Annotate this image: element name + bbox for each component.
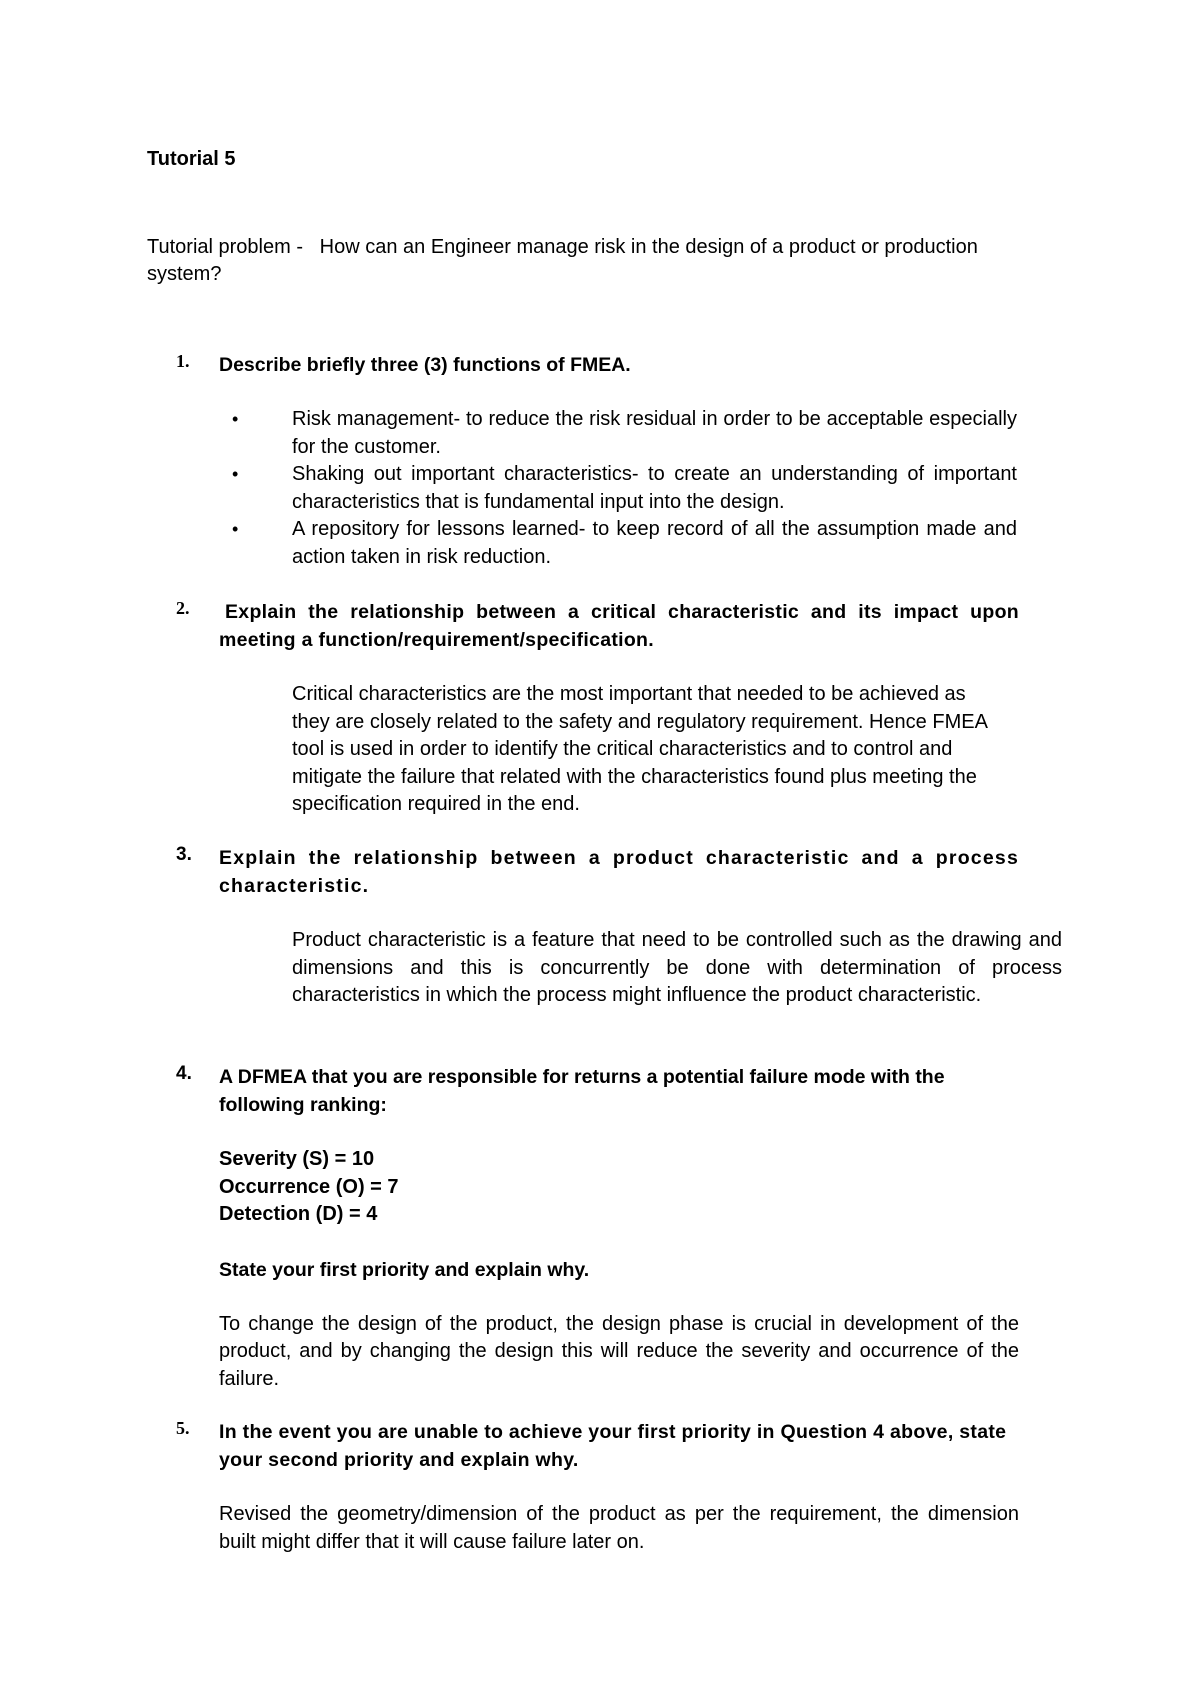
question-text: Explain the relationship between a product characteristic and a process characteristic.	[219, 847, 1019, 897]
question-number: 1.	[176, 351, 190, 371]
question-number: 5.	[176, 1418, 190, 1438]
question-number: 2.	[176, 598, 190, 618]
answer-text: Product characteristic is a feature that need to be controlled such as the drawing and dimensions and this is concurrently be done with determination of process characteristics in which the process might influence the product characteristic.	[292, 929, 1062, 1006]
question-4	[176, 1063, 1061, 1393]
sub-question-text: State your first priority and explain why.	[219, 1258, 590, 1281]
bullet-list	[219, 406, 1017, 571]
question-5	[176, 1418, 1061, 1556]
question-text: Explain the relationship between a critical characteristic and its impact upon meeting a function/requirement/specification.	[219, 601, 1019, 651]
detection-value: Detection (D) = 4	[219, 1203, 378, 1225]
question-number: 3.	[176, 844, 192, 865]
question-text: Describe briefly three (3) functions of FMEA.	[219, 354, 631, 376]
question-text: In the event you are unable to achieve your first priority in Question 4 above, state your second priority and explain why.	[219, 1421, 1007, 1471]
ranking-list	[219, 1146, 1061, 1229]
occurrence-value: Occurrence (O) = 7	[219, 1175, 399, 1198]
list-item	[219, 516, 1017, 571]
tutorial-problem	[147, 234, 987, 288]
severity-value: Severity (S) = 10	[219, 1148, 375, 1170]
question-text: A DFMEA that you are responsible for returns a potential failure mode with the following ranking:	[219, 1066, 945, 1116]
list-item	[219, 406, 1017, 461]
bullet-icon: •	[232, 464, 239, 484]
answer-text: To change the design of the product, the design phase is crucial in development of the product, and by changing the design this will reduce the severity and occurrence of the failure.	[219, 1312, 1019, 1390]
question-3	[176, 844, 1061, 1010]
bullet-icon: •	[232, 519, 239, 539]
question-2	[176, 598, 1061, 819]
question-1	[176, 351, 1061, 571]
answer-text: Revised the geometry/dimension of the product as per the requirement, the dimension built might differ that it will cause failure later on.	[219, 1503, 1019, 1553]
question-number: 4.	[176, 1063, 192, 1084]
bullet-icon: •	[232, 409, 239, 429]
document-title: Tutorial 5	[147, 148, 236, 170]
problem-text: How can an Engineer manage risk in the design of a product or production system?	[147, 236, 978, 285]
bullet-text: A repository for lessons learned- to keep record of all the assumption made and action taken in risk reduction.	[292, 518, 1017, 568]
list-item	[219, 461, 1017, 516]
problem-label: Tutorial problem -	[147, 236, 303, 258]
answer-text: Critical characteristics are the most important that needed to be achieved as they are closely related to the safety and regulatory requirement. Hence FMEA tool is used in order to identify the critical characteristics and to control and mitigate the failure that related with the characteristics found plus meeting the specification required in the end.	[292, 683, 987, 815]
bullet-text: Shaking out important characteristics- to create an understanding of important characteristics that is fundamental input into the design.	[292, 463, 1017, 513]
bullet-text: Risk management- to reduce the risk residual in order to be acceptable especially for the customer.	[292, 408, 1017, 458]
